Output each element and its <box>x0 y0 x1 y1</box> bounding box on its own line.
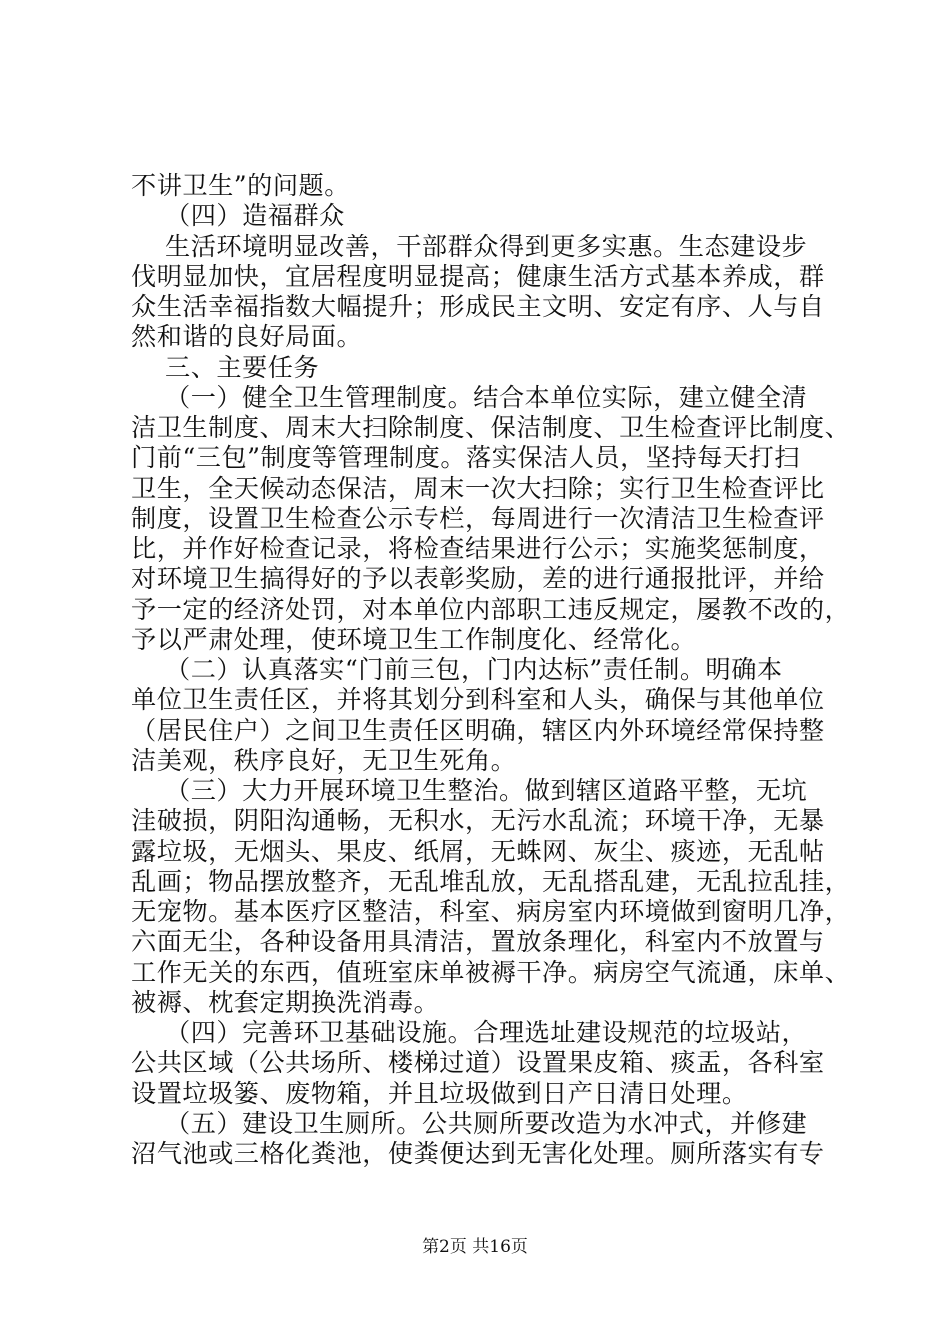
text-line: 设置垃圾篓、废物箱，并且垃圾做到日产日清日处理。 <box>131 1078 748 1108</box>
page-footer: 第2页 共16页 <box>422 1237 528 1257</box>
text-line: （一）健全卫生管理制度。结合本单位实际，建立健全清 <box>131 382 808 412</box>
text-line: 公共区域（公共场所、楼梯过道）设置果皮箱、痰盂，各科室 <box>131 1048 825 1078</box>
text-line: 不讲卫生”的问题。 <box>131 171 350 200</box>
text-line: （居民住户）之间卫生责任区明确，辖区内外环境经常保持整 <box>131 715 825 745</box>
text-line: （五）建设卫生厕所。公共厕所要改造为水冲式，并修建 <box>131 1108 808 1138</box>
text-line: 洁卫生制度、周末大扫除制度、保洁制度、卫生检查评比制度、 <box>131 413 851 442</box>
text-line: 乱画；物品摆放整齐，无乱堆乱放，无乱搭乱建，无乱拉乱挂， <box>131 866 851 896</box>
text-line: （三）大力开展环境卫生整治。做到辖区道路平整，无坑 <box>131 776 808 805</box>
text-line: 卫生，全天候动态保洁，周末一次大扫除；实行卫生检查评比 <box>131 473 825 503</box>
text-line: 制度，设置卫生检查公示专栏，每周进行一次清洁卫生检查评 <box>131 503 825 533</box>
text-line: 洼破损，阴阳沟通畅，无积水，无污水乱流；环境干净，无暴 <box>131 806 825 836</box>
text-line: 露垃圾，无烟头、果皮、纸屑，无蛛网、灰尘、痰迹，无乱帖 <box>131 836 825 866</box>
text-line: 众生活幸福指数大幅提升；形成民主文明、安定有序、人与自 <box>131 292 825 321</box>
text-line: 单位卫生责任区，并将其划分到科室和人头，确保与其他单位 <box>131 685 825 715</box>
text-line: 比，并作好检查记录，将检查结果进行公示；实施奖惩制度， <box>131 534 825 563</box>
text-line: 工作无关的东西，值班室床单被褥干净。病房空气流通，床单、 <box>131 957 851 987</box>
text-line: 伐明显加快，宜居程度明显提高；健康生活方式基本养成，群 <box>131 261 825 291</box>
text-line: 三、主要任务 <box>131 352 320 382</box>
text-line: 门前“三包”制度等管理制度。落实保洁人员，坚持每天打扫 <box>131 443 800 473</box>
text-line: （四）造福群众 <box>131 201 345 231</box>
text-line: 对环境卫生搞得好的予以表彰奖励，差的进行通报批评，并给 <box>131 564 825 594</box>
text-line: 无宠物。基本医疗区整洁，科室、病房室内环境做到窗明几净， <box>131 897 851 926</box>
text-line: 被褥、枕套定期换洗消毒。 <box>131 987 440 1017</box>
text-line: 予以严肃处理，使环境卫生工作制度化、经常化。 <box>131 624 697 654</box>
text-line: （四）完善环卫基础设施。合理选址建设规范的垃圾站， <box>131 1018 808 1047</box>
text-line: 沼气池或三格化粪池，使粪便达到无害化处理。厕所落实有专 <box>131 1139 825 1168</box>
text-line: 六面无尘，各种设备用具清洁，置放条理化，科室内不放置与 <box>131 927 825 957</box>
text-line: 洁美观，秩序良好，无卫生死角。 <box>131 745 517 775</box>
text-line: 予一定的经济处罚，对本单位内部职工违反规定，屡教不改的， <box>131 594 851 624</box>
text-line: 然和谐的良好局面。 <box>131 322 363 352</box>
text-line: 生活环境明显改善，干部群众得到更多实惠。生态建设步 <box>131 231 808 261</box>
text-line: （二）认真落实“门前三包，门内达标”责任制。明确本 <box>131 655 783 684</box>
